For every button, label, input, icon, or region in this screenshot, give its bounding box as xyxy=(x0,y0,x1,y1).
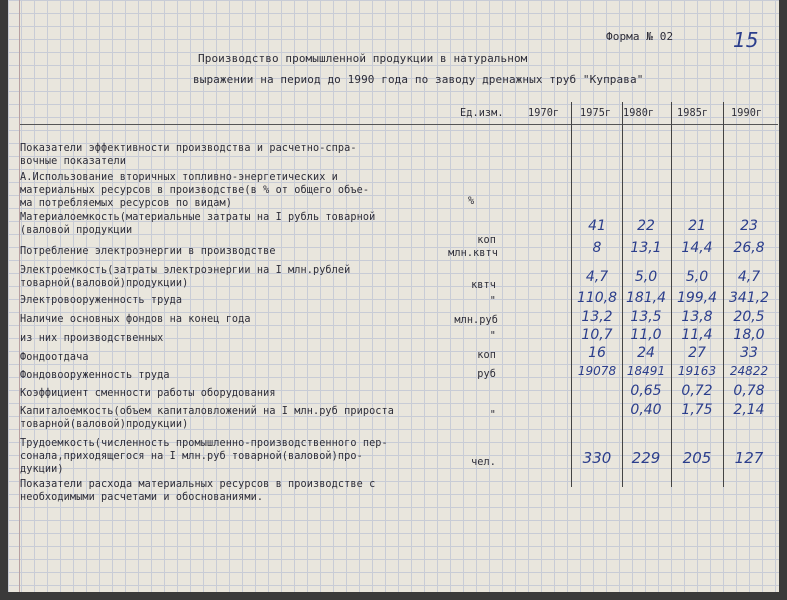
column-header-unit: Ед.изм. xyxy=(460,108,504,119)
value-cell: 330 xyxy=(582,449,612,467)
row-unit: коп xyxy=(477,235,496,246)
row-label: Капиталоемкость(объем капиталовложений на I млн.руб прироста товарной(валовой)продукции) xyxy=(20,406,395,430)
value-cell: 110,8 xyxy=(576,290,618,306)
value-cell: 41 xyxy=(588,218,606,234)
column-header-1970: 1970г xyxy=(528,108,560,119)
header-rule xyxy=(20,124,778,125)
value-cell: 2,14 xyxy=(733,402,765,418)
row-unit: чел. xyxy=(471,457,496,468)
document-title-line-2: выражении на период до 1990 года по заводу дренажных труб "Куправа" xyxy=(193,73,644,86)
value-cell: 24822 xyxy=(729,364,769,378)
value-cell: 19078 xyxy=(577,364,617,378)
value-cell: 26,8 xyxy=(733,240,765,256)
column-divider xyxy=(723,102,724,487)
value-cell: 341,2 xyxy=(728,290,770,306)
row-label: Коэффициент сменности работы оборудования xyxy=(20,388,276,399)
row-label: Трудоемкость(численность промышленно-производственного пер- сонала,приходящегося на I млн.руб товарной(валовой)про- дукции) xyxy=(20,438,388,475)
value-cell: 8 xyxy=(592,240,602,256)
value-cell: 18,0 xyxy=(733,327,765,343)
value-cell: 14,4 xyxy=(681,240,713,256)
section-a-heading: А.Использование вторичных топливно-энергетических и материальных ресурсов в производстве(в % от общего объе- ма потребляемых ресурсов по видам) xyxy=(20,172,370,209)
row-label: из них производственных xyxy=(20,333,164,344)
value-cell: 24 xyxy=(637,345,655,361)
value-cell: 127 xyxy=(734,449,764,467)
row-label: Потребление электроэнергии в производстве xyxy=(20,246,276,257)
value-cell: 4,7 xyxy=(585,269,609,285)
value-cell: 205 xyxy=(682,449,712,467)
row-label: Фондоотдача xyxy=(20,352,89,363)
row-unit: руб xyxy=(477,369,496,380)
row-unit: " xyxy=(489,296,496,307)
section-heading: Показатели эффективности производства и расчетно-спра- вочные показатели xyxy=(20,143,357,167)
value-cell: 0,65 xyxy=(630,383,662,399)
column-divider xyxy=(671,102,672,487)
value-cell: 13,5 xyxy=(630,309,662,325)
document-title-line-1: Производство промышленной продукции в натуральном xyxy=(198,52,528,65)
value-cell: 229 xyxy=(631,449,661,467)
value-cell: 5,0 xyxy=(634,269,658,285)
value-cell: 11,0 xyxy=(630,327,662,343)
value-cell: 181,4 xyxy=(625,290,667,306)
value-cell: 5,0 xyxy=(685,269,709,285)
value-cell: 11,4 xyxy=(681,327,713,343)
column-header-1975: 1975г xyxy=(580,108,612,119)
value-cell: 13,8 xyxy=(681,309,713,325)
column-header-1985: 1985г xyxy=(677,108,709,119)
value-cell: 0,40 xyxy=(630,402,662,418)
value-cell: 27 xyxy=(688,345,706,361)
row-unit: " xyxy=(489,331,496,342)
column-header-1990: 1990г xyxy=(731,108,763,119)
value-cell: 13,1 xyxy=(630,240,662,256)
row-label: Материалоемкость(материальные затраты на I рубль товарной (валовой продукции xyxy=(20,212,376,236)
value-cell: 33 xyxy=(740,345,758,361)
value-cell: 4,7 xyxy=(737,269,761,285)
page-number: 15 xyxy=(733,28,759,52)
row-label: Электровооруженность труда xyxy=(20,295,183,306)
value-cell: 10,7 xyxy=(581,327,613,343)
value-cell: 23 xyxy=(740,218,758,234)
row-unit: коп xyxy=(477,350,496,361)
value-cell: 19163 xyxy=(677,364,717,378)
value-cell: 20,5 xyxy=(733,309,765,325)
section-footer-note: Показатели расхода материальных ресурсов в производстве с необходимыми расчетами и обоснованиями. xyxy=(20,479,376,503)
value-cell: 0,72 xyxy=(681,383,713,399)
value-cell: 13,2 xyxy=(581,309,613,325)
value-cell: 1,75 xyxy=(681,402,713,418)
form-number: Форма № 02 xyxy=(606,30,674,43)
row-unit: " xyxy=(489,410,496,421)
row-unit: % xyxy=(468,196,475,207)
value-cell: 21 xyxy=(688,218,706,234)
row-unit: млн.квтч xyxy=(448,248,498,259)
row-label: Электроемкость(затраты электроэнергии на I млн.рублей товарной(валовой)продукции) xyxy=(20,265,351,289)
document-page xyxy=(8,0,779,592)
row-label: Фондовооруженность труда xyxy=(20,370,170,381)
row-unit: млн.руб xyxy=(454,315,498,326)
column-divider xyxy=(571,102,572,487)
value-cell: 22 xyxy=(637,218,655,234)
row-label: Наличие основных фондов на конец года xyxy=(20,314,251,325)
value-cell: 0,78 xyxy=(733,383,765,399)
value-cell: 16 xyxy=(588,345,606,361)
value-cell: 199,4 xyxy=(676,290,718,306)
value-cell: 18491 xyxy=(626,364,666,378)
row-unit: квтч xyxy=(471,280,496,291)
column-header-1980: 1980г xyxy=(623,108,655,119)
